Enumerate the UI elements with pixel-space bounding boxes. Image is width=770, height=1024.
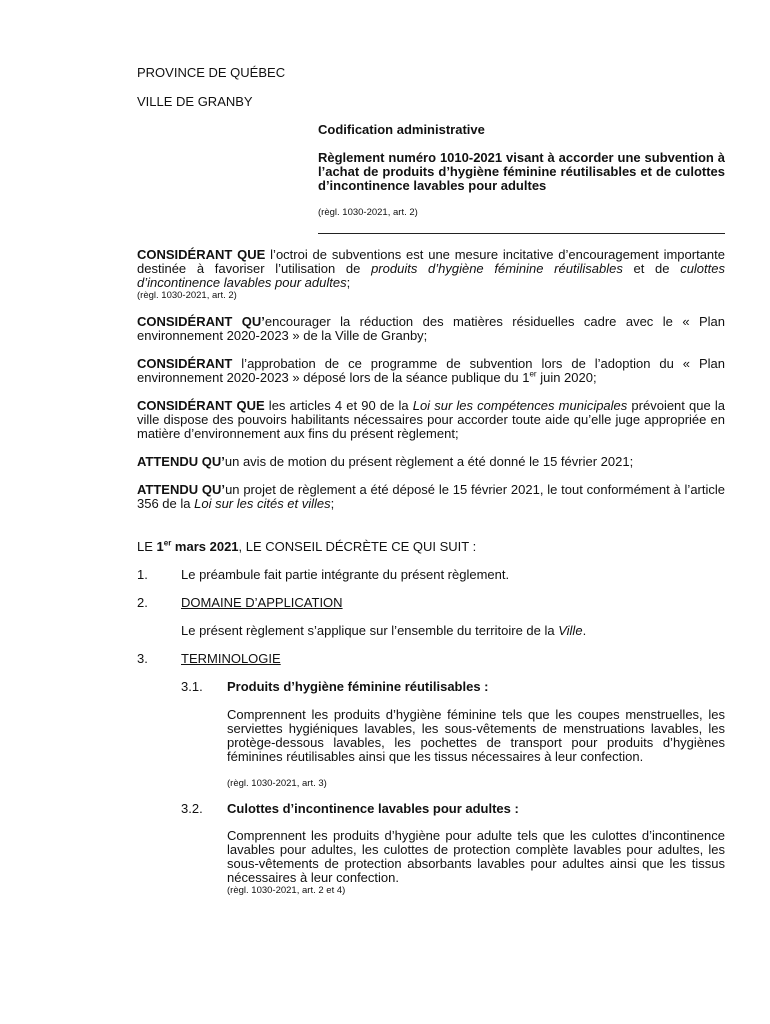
title-divider bbox=[318, 233, 725, 234]
article-3-number: 3. bbox=[137, 651, 148, 666]
attendu-text: un projet de règlement a été déposé le 15 février 2021, le tout conformément à l’article 356 de la bbox=[137, 482, 725, 511]
considerant-italic: produits d’hygiène féminine réutilisables bbox=[371, 261, 623, 276]
considerant-text: juin 2020; bbox=[536, 370, 597, 385]
considerant-3 bbox=[137, 357, 725, 385]
superscript: er bbox=[529, 369, 537, 379]
article-2-number: 2. bbox=[137, 595, 148, 610]
section-3-1-number: 3.1. bbox=[181, 679, 203, 694]
section-3-1-ref: (règl. 1030-2021, art. 3) bbox=[227, 778, 327, 789]
considerant-italic: culottes d’incontinence lavables pour adultes bbox=[137, 261, 725, 290]
attendu-text: ; bbox=[330, 496, 335, 511]
reglement-ref: (règl. 1030-2021, art. 2) bbox=[318, 207, 418, 218]
considerant-lead: CONSIDÉRANT QUE bbox=[137, 398, 265, 413]
considerant-text: l’approbation de ce programme de subvention lors de l’adoption du « Plan environnement 2020-2023 » déposé lors de la séance publique du 1 bbox=[137, 356, 725, 385]
article-3-heading: TERMINOLOGIE bbox=[181, 651, 281, 666]
decree-date-num: 1 bbox=[156, 539, 164, 554]
considerant-text: encourager la réduction des matières résiduelles cadre avec le « Plan environnement 2020-2023 » de la Ville de Granby; bbox=[137, 314, 726, 343]
attendu-text: un avis de motion du présent règlement a été donné le 15 février 2021; bbox=[224, 454, 634, 469]
considerant-italic: Loi sur les compétences municipales bbox=[412, 398, 628, 413]
section-3-2-ref: (règl. 1030-2021, art. 2 et 4) bbox=[227, 885, 346, 896]
considerant-text: et de bbox=[622, 261, 681, 276]
considerant-1-ref: (règl. 1030-2021, art. 2) bbox=[137, 290, 237, 301]
province-heading: PROVINCE DE QUÉBEC bbox=[137, 65, 286, 80]
decree-line bbox=[137, 540, 476, 554]
decree-text: , LE CONSEIL DÉCRÈTE CE QUI SUIT : bbox=[238, 539, 477, 554]
section-3-2-text: Comprennent les produits d’hygiène pour adulte tels que les culottes d’incontinence lavables pour adultes, les culottes de protection complète lavables pour adultes, les sous-vêtements de protection absorbants lavables pour adultes ainsi que les tissus nécessaires à leur confection. bbox=[227, 828, 725, 885]
section-3-1-title: Produits d’hygiène féminine réutilisables : bbox=[227, 679, 489, 694]
article-text: Le présent règlement s’applique sur l’ensemble du territoire de la bbox=[181, 623, 559, 638]
considerant-lead: CONSIDÉRANT QUE bbox=[137, 247, 266, 262]
attendu-2 bbox=[137, 483, 725, 511]
section-3-1-text: Comprennent les produits d’hygiène féminine tels que les coupes menstruelles, les serviettes hygiéniques lavables, les sous-vêtements de menstruations lavables, les protège-dessous lavables, les pochettes de transport pour produits d’hygiènes féminines réutilisables ainsi que les tissus nécessaires à leur confection. bbox=[227, 707, 725, 764]
article-italic: Ville bbox=[558, 623, 583, 638]
codification-title: Codification administrative bbox=[318, 122, 485, 137]
considerant-lead: CONSIDÉRANT QU’ bbox=[137, 314, 265, 329]
decree-date-rest: mars 2021 bbox=[171, 539, 239, 554]
considerant-2 bbox=[137, 315, 725, 343]
article-text: . bbox=[582, 623, 587, 638]
considerant-text: les articles 4 et 90 de la bbox=[264, 398, 413, 413]
considerant-text: prévoient que la ville dispose des pouvoirs habilitants nécessaires pour accorder toute aide qu’elle juge appropriée en matière d’environnement aux fins du présent règlement; bbox=[137, 398, 725, 441]
considerant-text: ; bbox=[346, 275, 351, 290]
attendu-italic: Loi sur les cités et villes bbox=[194, 496, 331, 511]
superscript: er bbox=[163, 538, 172, 548]
article-1-number: 1. bbox=[137, 567, 148, 582]
considerant-lead: CONSIDÉRANT bbox=[137, 356, 233, 371]
ville-heading: VILLE DE GRANBY bbox=[137, 94, 253, 109]
section-3-2-title: Culottes d’incontinence lavables pour adultes : bbox=[227, 801, 519, 816]
considerant-1 bbox=[137, 248, 725, 290]
article-2-heading: DOMAINE D’APPLICATION bbox=[181, 595, 343, 610]
attendu-lead: ATTENDU QU’ bbox=[137, 454, 225, 469]
article-1-text: Le préambule fait partie intégrante du présent règlement. bbox=[181, 567, 510, 582]
reglement-title: Règlement numéro 1010-2021 visant à accorder une subvention à l’achat de produits d’hygiène féminine réutilisables et de culottes d’incontinence lavables pour adultes bbox=[318, 150, 725, 193]
decree-text: LE bbox=[137, 539, 157, 554]
decree-date bbox=[157, 539, 239, 554]
section-3-2-number: 3.2. bbox=[181, 801, 203, 816]
considerant-text: l’octroi de subventions est une mesure incitative d’encouragement importante destinée à favoriser l’utilisation de bbox=[137, 247, 726, 276]
attendu-1 bbox=[137, 455, 725, 469]
article-2-text bbox=[181, 624, 586, 638]
considerant-4 bbox=[137, 399, 725, 441]
attendu-lead: ATTENDU QU’ bbox=[137, 482, 226, 497]
